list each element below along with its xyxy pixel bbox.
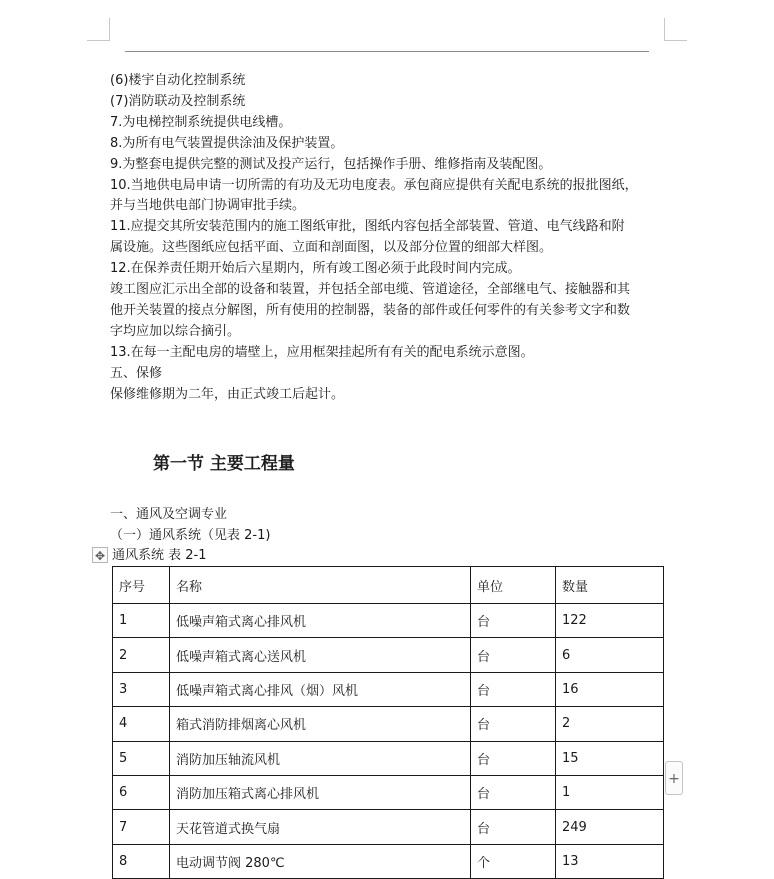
paragraph-line: 10.当地供电局申请一切所需的有功及无功电度表。承包商应提供有关配电系统的报批图纸， (110, 177, 638, 193)
paragraph-line: 13.在每一主配电房的墙壁上，应用框架挂起所有有关的配电系统示意图。 (110, 344, 534, 360)
plus-icon: + (668, 771, 680, 787)
table-cell: 台 (471, 604, 556, 638)
table-cell: 天花管道式换气扇 (170, 810, 471, 844)
paragraph-line: 12.在保养责任期开始后六星期内，所有竣工图必须于此段时间内完成。 (110, 261, 521, 277)
paragraph-line: 竣工图应汇示出全部的设备和装置，并包括全部电缆、管道途径，全部继电气、接触器和其 (110, 282, 631, 297)
table-header-cell: 名称 (170, 567, 471, 604)
table-row (113, 775, 664, 809)
header-rule (125, 51, 649, 52)
table-cell: 2 (556, 707, 664, 741)
paragraph-line: 保修维修期为二年，由正式竣工后起计。 (110, 386, 345, 402)
paragraph-line: (6)楼宇自动化控制系统 (110, 73, 246, 88)
table-cell: 16 (556, 672, 664, 706)
page-margin-corner-right (664, 18, 687, 41)
table-cell: 台 (471, 672, 556, 706)
table-header-cell: 单位 (471, 567, 556, 604)
table-header-cell: 数量 (556, 567, 664, 604)
table-cell: 低噪声箱式离心送风机 (170, 638, 471, 672)
paragraph-line: 8.为所有电气装置提供涂油及保护装置。 (110, 135, 344, 151)
table-cell: 8 (113, 844, 170, 878)
table-cell: 台 (471, 775, 556, 809)
table-cell: 1 (113, 604, 170, 638)
table-cell: 3 (113, 672, 170, 706)
table-cell: 6 (556, 638, 664, 672)
move-cross-icon: ✥ (94, 549, 106, 563)
page-margin-corner-left (87, 18, 110, 41)
table-row (113, 844, 664, 878)
table-cell: 2 (113, 638, 170, 672)
table-cell: 13 (556, 844, 664, 878)
table-cell: 消防加压轴流风机 (170, 741, 471, 775)
table-move-handle[interactable] (92, 547, 108, 563)
table-cell: 台 (471, 638, 556, 672)
table-cell: 4 (113, 707, 170, 741)
paragraph-line: 字均应加以综合摘引。 (110, 323, 241, 339)
table-cell: 箱式消防排烟离心风机 (170, 707, 471, 741)
paragraph-line: 7.为电梯控制系统提供电线槽。 (110, 114, 292, 130)
table-header-row (113, 567, 664, 604)
table-cell: 122 (556, 604, 664, 638)
table-header-cell: 序号 (113, 567, 170, 604)
ventilation-table (112, 566, 664, 879)
table-cell: 6 (113, 775, 170, 809)
subheading-ventilation: （一）通风系统（见表 2-1) (110, 528, 271, 543)
paragraph-line: 属设施。这些图纸应包括平面、立面和剖面图，以及部分位置的细部大样图。 (110, 240, 553, 256)
table-row (113, 741, 664, 775)
table-cell: 台 (471, 707, 556, 741)
table-row (113, 707, 664, 741)
table-cell: 15 (556, 741, 664, 775)
table-cell: 台 (471, 810, 556, 844)
table-cell: 电动调节阀 280℃ (170, 844, 471, 878)
table-row (113, 672, 664, 706)
table-cell: 个 (471, 844, 556, 878)
add-row-button[interactable] (665, 761, 683, 795)
paragraph-line: 11.应提交其所安装范围内的施工图纸审批，图纸内容包括全部装置、管道、电气线路和附 (110, 219, 625, 235)
table-cell: 台 (471, 741, 556, 775)
table-cell: 消防加压箱式离心排风机 (170, 775, 471, 809)
table-cell: 低噪声箱式离心排风机 (170, 604, 471, 638)
table-row (113, 638, 664, 672)
table-cell: 1 (556, 775, 664, 809)
paragraph-line: 并与当地供电部门协调审批手续。 (110, 198, 306, 214)
table-cell: 249 (556, 810, 664, 844)
table-row (113, 604, 664, 638)
paragraph-line: 他开关装置的接点分解图，所有使用的控制器，装备的部件或任何零件的有关参考文字和数 (110, 302, 631, 318)
table-caption: 通风系统 表 2-1 (112, 548, 207, 563)
paragraph-line: (7)消防联动及控制系统 (110, 93, 246, 109)
subheading-hvac: 一、通风及空调专业 (110, 507, 228, 522)
table-cell: 7 (113, 810, 170, 844)
paragraph-line: 五、保修 (110, 365, 163, 381)
table-cell: 低噪声箱式离心排风（烟）风机 (170, 672, 471, 706)
table-row (113, 810, 664, 844)
paragraph-line: 9.为整套电提供完整的测试及投产运行，包括操作手册、维修指南及装配图。 (110, 156, 552, 172)
table-cell: 5 (113, 741, 170, 775)
section-heading: 第一节 主要工程量 (153, 454, 295, 474)
